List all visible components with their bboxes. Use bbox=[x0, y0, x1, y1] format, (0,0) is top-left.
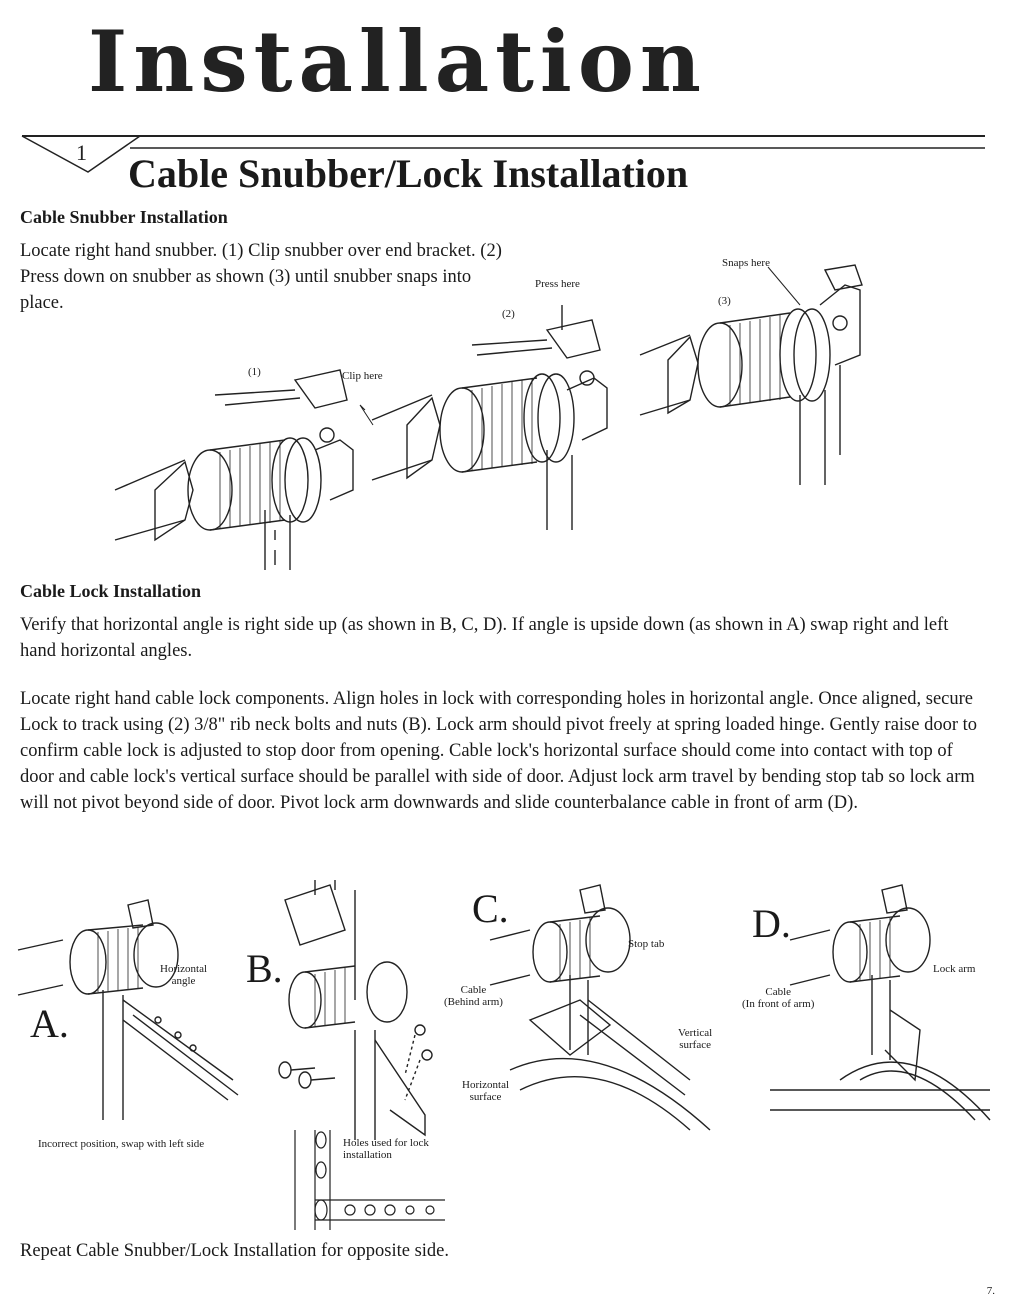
snubber-heading: Cable Snubber Installation bbox=[20, 207, 228, 227]
vertical-surface-label: Vertical surface bbox=[678, 1027, 713, 1051]
snubber-step-1-label: (1) bbox=[248, 366, 261, 378]
lock-paragraph-1: Verify that horizontal angle is right side up (as shown in B, C, D). If angle is upside down (as shown in A) swap right and left hand horizontal angles. bbox=[20, 615, 949, 661]
figure-a-letter: A. bbox=[30, 1001, 69, 1046]
clip-here-label: Clip here bbox=[342, 370, 383, 382]
lock-arm-label: Lock arm bbox=[933, 963, 976, 975]
page-number: 7. bbox=[986, 1285, 995, 1297]
page-title: Installation bbox=[88, 12, 707, 111]
figure-c-letter: C. bbox=[472, 886, 509, 931]
snubber-step-3-label: (3) bbox=[718, 295, 731, 307]
cable-behind-arm-label: Cable (Behind arm) bbox=[444, 984, 503, 1008]
snubber-step-2-label: (2) bbox=[502, 308, 515, 320]
figure-a-caption: Incorrect position, swap with left side bbox=[38, 1138, 205, 1150]
figure-b-drawing bbox=[255, 880, 455, 1230]
section-title: Cable Snubber/Lock Installation bbox=[128, 151, 689, 196]
horizontal-angle-label: Horizontal angle bbox=[160, 963, 208, 987]
snubber-figure-3 bbox=[640, 255, 880, 485]
lock-holes-label: Holes used for lock installation bbox=[343, 1137, 429, 1161]
snaps-here-label: Snaps here bbox=[722, 257, 770, 269]
stop-tab-label: Stop tab bbox=[628, 938, 665, 950]
lock-paragraph-2: Locate right hand cable lock components. Align holes in lock with corresponding holes in horizontal angle. Once aligned, secure Lock to track using (2) 3/8" rib neck bolts and nuts (B). Lock arm should pivot freely at spring loaded hinge. Gently raise door to confirm cable lock is adjusted to stop door from opening. Cable lock's horizontal surface should come into contact with top of door and cable lock's vertical surface should be parallel with side of door. Adjust lock arm travel by bending stop tab so lock arm will not pivot beyond side of door. Pivot lock arm downwards and slide counterbalance cable in front of arm (D). bbox=[20, 689, 978, 813]
figure-d-letter: D. bbox=[752, 901, 791, 946]
horizontal-surface-label: Horizontal surface bbox=[462, 1079, 510, 1103]
repeat-instruction: Repeat Cable Snubber/Lock Installation for opposite side. bbox=[20, 1241, 449, 1261]
snubber-figure-2 bbox=[372, 300, 642, 530]
lock-heading: Cable Lock Installation bbox=[20, 581, 202, 601]
press-here-label: Press here bbox=[535, 278, 580, 290]
snubber-instructions: Locate right hand snubber. (1) Clip snubber over end bracket. (2) Press down on snubber as shown (3) until snubber snaps into place. bbox=[20, 241, 502, 313]
cable-in-front-label: Cable (In front of arm) bbox=[742, 986, 815, 1010]
section-number: 1 bbox=[76, 140, 87, 165]
figure-b-letter: B. bbox=[246, 946, 283, 991]
